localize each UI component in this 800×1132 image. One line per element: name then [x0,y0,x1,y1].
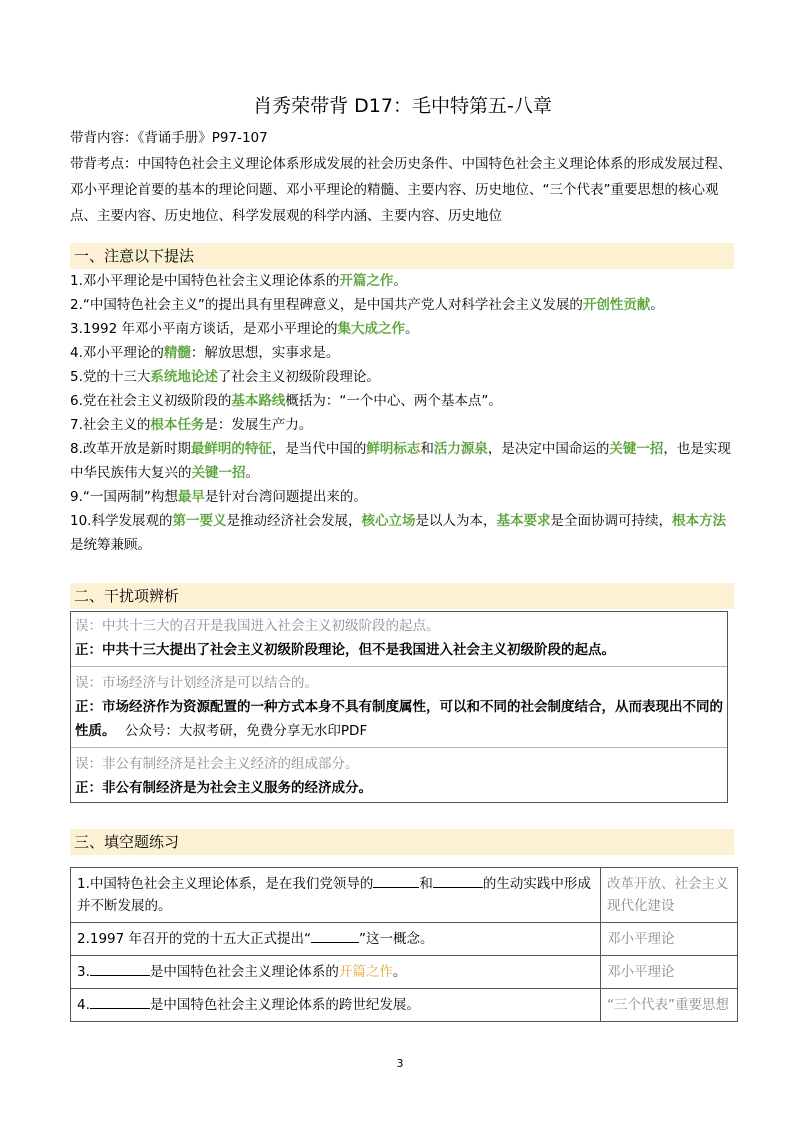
watermark-note: 公众号：大叔考研，免费分享无水印PDF [124,723,368,739]
section1-list [70,269,735,557]
table-row [71,989,738,1022]
section-heading-2: 二、干扰项辨析 [70,583,734,609]
table-row [71,923,738,956]
list-item: 5.党的十三大系统地论述了社会主义初级阶段理论。 [70,369,380,385]
table-row [71,956,738,989]
list-item: 9.“一国两制”构想最早是针对台湾问题提出来的。 [70,489,367,505]
list-item: 1.邓小平理论是中国特色社会主义理论体系的开篇之作。 [70,273,407,289]
question-cell: 2.1997 年召开的党的十五大正式提出“ ”这一概念。 [71,923,601,956]
answer-cell: 邓小平理论 [601,923,738,956]
divider [71,666,727,667]
content-label: 带背内容：《背诵手册》P97-107 [70,130,268,146]
question-cell: 1.中国特色社会主义理论体系，是在我们党领导的 和 的生动实践中形成并不断发展的。 [71,868,601,923]
wrong-statement: 误：市场经济与计划经济是可以结合的。 [75,675,318,691]
section-heading-3: 三、填空题练习 [70,829,734,855]
correct-statement: 正：非公有制经济是为社会主义服务的经济成分。 [75,780,372,796]
list-item: 10.科学发展观的第一要义是推动经济社会发展，核心立场是以人为本，基本要求是全面协调可持续，根本方法是统筹兼顾。 [70,513,726,553]
question-cell: 3. 是中国特色社会主义理论体系的开篇之作。 [71,956,601,989]
question-cell: 4. 是中国特色社会主义理论体系的跨世纪发展。 [71,989,601,1022]
page-title: 肖秀荣带背 D17：毛中特第五-八章 [253,95,552,117]
correct-statement: 正：中共十三大提出了社会主义初级阶段理论，但不是我国进入社会主义初级阶段的起点。 [75,642,615,658]
document-page [70,93,735,1022]
points-label: 带背考点：中国特色社会主义理论体系形成发展的社会历史条件、中国特色社会主义理论体系的形成发展过程、邓小平理论首要的基本的理论问题、邓小平理论的精髓、主要内容、历史地位、“三个代表”重要思想的核心观点、主要内容、历史地位、科学发展观的科学内涵、主要内容、历史地位 [70,156,732,224]
list-item: 4.邓小平理论的精髓：解放思想，实事求是。 [70,345,340,361]
answer-cell: “三个代表”重要思想 [601,989,738,1022]
wrong-statement: 误：非公有制经济是社会主义经济的组成部分。 [75,756,359,772]
wrong-statement: 误：中共十三大的召开是我国进入社会主义初级阶段的起点。 [75,618,440,634]
divider [71,747,727,748]
table-row [71,868,738,923]
section-heading-1: 一、注意以下提法 [70,243,734,269]
fill-blank-table [70,867,738,1022]
answer-cell: 改革开放、社会主义现代化建设 [601,868,738,923]
list-item: 3.1992 年邓小平南方谈话，是邓小平理论的集大成之作。 [70,321,419,337]
list-item: 8.改革开放是新时期最鲜明的特征，是当代中国的鲜明标志和活力源泉，是决定中国命运的关键一招，也是实现中华民族伟大复兴的关键一招。 [70,441,731,481]
page-number: 3 [396,1057,404,1070]
correct-statement: 正：市场经济作为资源配置的一种方式本身不具有制度属性，可以和不同的社会制度结合，从而表现出不同的性质。 公众号：大叔考研，免费分享无水印PDF [75,699,723,739]
list-item: 2.“中国特色社会主义”的提出具有里程碑意义，是中国共产党人对科学社会主义发展的开创性贡献。 [70,297,664,313]
distractor-box [70,611,728,803]
list-item: 6.党在社会主义初级阶段的基本路线概括为：“一个中心、两个基本点”。 [70,393,502,409]
answer-cell: 邓小平理论 [601,956,738,989]
list-item: 7.社会主义的根本任务是：发展生产力。 [70,417,313,433]
